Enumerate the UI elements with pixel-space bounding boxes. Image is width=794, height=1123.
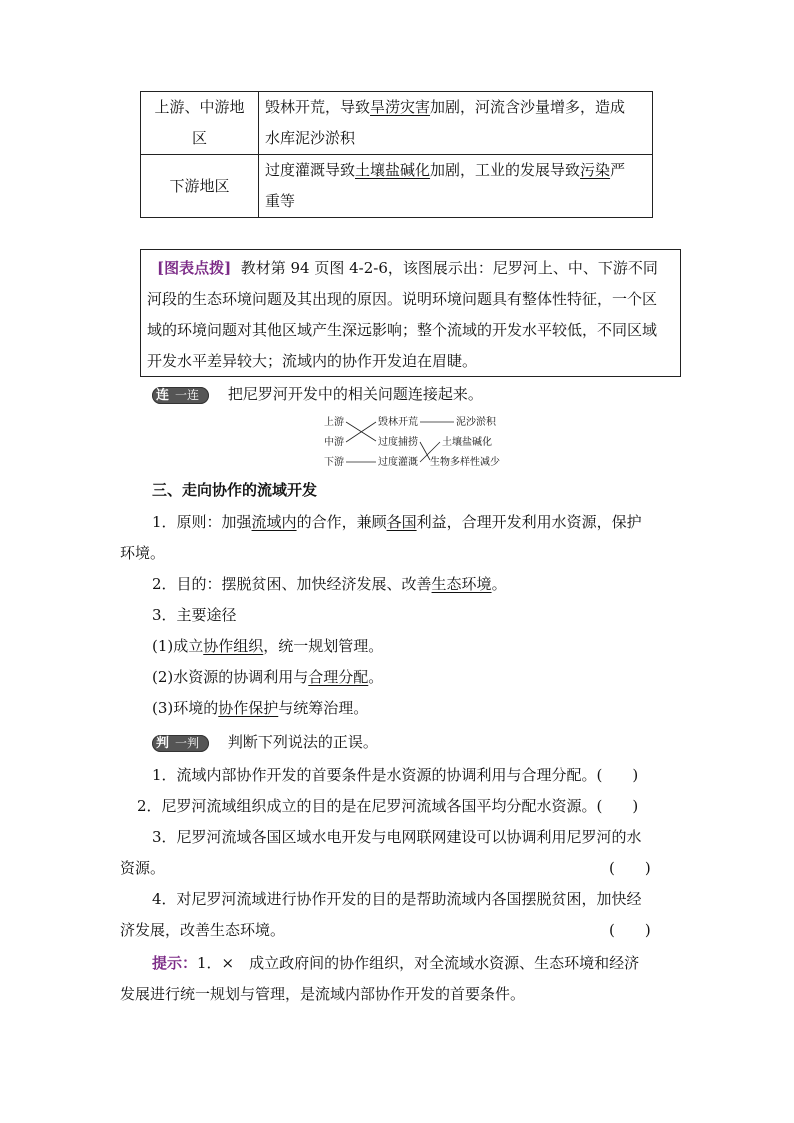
- diag-left-item: 下游: [324, 457, 344, 468]
- table-cell-region: [141, 92, 259, 155]
- question-4-line2: 济发展，改善生态环境。: [120, 921, 286, 939]
- badge-main: 判: [156, 735, 170, 751]
- hint-text: 1．× 成立政府间的协作组织，对全流域水资源、生态环境和经济: [197, 954, 640, 972]
- diag-middle-item: 过度灌溉: [378, 457, 418, 468]
- diag-left-item: 中游: [324, 437, 344, 448]
- description-line2: 水库泥沙淤积: [265, 129, 356, 147]
- principle-line2: 环境。: [120, 544, 166, 562]
- matching-diagram: [320, 414, 510, 470]
- principle-line1: [152, 512, 642, 532]
- diag-middle-item: 过度捕捞: [378, 437, 418, 448]
- approach-item-2: [152, 667, 383, 687]
- region-label-line1: 上游、中游地: [154, 98, 245, 116]
- text: 1．原则：加强: [152, 513, 252, 531]
- region-problems-table: [140, 91, 653, 218]
- description-line1: [265, 92, 646, 123]
- tip-line4: 开发水平差异较大；流域内的协作开发迫在眉睫。: [147, 352, 478, 370]
- badge-sub: 一连: [175, 387, 200, 402]
- desc-text: 加剧，河流含沙量增多，造成: [430, 98, 626, 116]
- diag-right-item: 土壤盐碱化: [442, 437, 492, 448]
- approach-item-1: [152, 636, 383, 656]
- diag-middle-item: 毁林开荒: [378, 417, 418, 428]
- question-1: 1．流域内部协作开发的首要条件是水资源的协调利用与合理分配。( ): [152, 766, 639, 784]
- badge-main: 连: [156, 387, 170, 403]
- region-label-line2: 区: [191, 129, 207, 147]
- hint-line1: [152, 953, 639, 973]
- underlined-text: 协作组织: [203, 637, 264, 655]
- tip-line3: 域的环境问题对其他区域产生深远影响；整个流域的开发水平较低，不同区域: [147, 321, 658, 339]
- approach-item-3: [152, 698, 368, 718]
- table-cell-description: [259, 155, 653, 218]
- text: 2．目的：摆脱贫困、加快经济发展、改善: [152, 575, 432, 593]
- table-cell-description: [259, 92, 653, 155]
- underlined-text: 合理分配: [308, 668, 369, 686]
- tip-line1: [147, 253, 674, 284]
- question-3-answer-blank: ( ): [609, 859, 651, 877]
- judge-badge: [152, 735, 209, 752]
- desc-text: 过度灌溉导致: [265, 161, 356, 179]
- desc-underlined: 旱涝灾害: [370, 98, 431, 116]
- description-line2: 重等: [265, 192, 296, 210]
- text: ，统一规划管理。: [263, 637, 384, 655]
- tip-tag: [图表点拨]: [157, 259, 232, 277]
- description-line1: [265, 155, 646, 186]
- text: (3)环境的: [152, 699, 219, 717]
- question-3-line2: 资源。: [120, 859, 166, 877]
- table-cell-region: [141, 155, 259, 218]
- table-row: [141, 92, 653, 155]
- text: 的合作，兼顾: [296, 513, 387, 531]
- purpose-line: [152, 574, 507, 594]
- desc-text: 严: [610, 161, 626, 179]
- region-label: 下游地区: [169, 176, 230, 195]
- judge-instruction: 判断下列说法的正误。: [227, 733, 378, 751]
- tip-text: 教材第 94 页图 4-2-6，该图展示出：尼罗河上、中、下游不同: [231, 259, 658, 277]
- chart-tip-box: [140, 249, 681, 377]
- diag-right-item: 泥沙淤积: [456, 417, 496, 428]
- desc-text: 毁林开荒，导致: [265, 98, 371, 116]
- question-3-line1: 3．尼罗河流域各国区域水电开发与电网联网建设可以协调利用尼罗河的水: [152, 828, 642, 846]
- hint-label: 提示：: [152, 954, 198, 972]
- diag-left-item: 上游: [324, 417, 344, 428]
- desc-underlined: 污染: [580, 161, 611, 179]
- question-2: 2．尼罗河流域组织成立的目的是在尼罗河流域各国平均分配水资源。( ): [137, 797, 639, 815]
- hint-line2: 发展进行统一规划与管理，是流域内部协作开发的首要条件。: [120, 985, 526, 1003]
- text: (2)水资源的协调利用与: [152, 668, 309, 686]
- tip-line2: 河段的生态环境问题及其出现的原因。说明环境问题具有整体性特征，一个区: [147, 290, 658, 308]
- text: 利益，合理开发利用水资源，保护: [416, 513, 642, 531]
- diag-right-item: 生物多样性减少: [430, 457, 500, 468]
- judge-heading: [152, 732, 378, 752]
- text: 。: [491, 575, 507, 593]
- badge-sub: 一判: [175, 735, 200, 750]
- question-4-answer-blank: ( ): [609, 921, 651, 939]
- underlined-text: 生态环境: [431, 575, 492, 593]
- connect-badge: [152, 387, 209, 404]
- underlined-text: 各国: [386, 513, 417, 531]
- question-4-line1: 4．对尼罗河流域进行协作开发的目的是帮助流域内各国摆脱贫困，加快经: [152, 890, 642, 908]
- text: 与统筹治理。: [278, 699, 369, 717]
- text: 。: [368, 668, 384, 686]
- approach-heading: 3．主要途径: [152, 606, 237, 624]
- underlined-text: 流域内: [251, 513, 297, 531]
- desc-text: 加剧，工业的发展导致: [430, 161, 581, 179]
- text: (1)成立: [152, 637, 204, 655]
- table-row: [141, 155, 653, 218]
- connect-heading: [152, 384, 483, 404]
- connect-instruction: 把尼罗河开发中的相关问题连接起来。: [227, 385, 483, 403]
- underlined-text: 协作保护: [218, 699, 279, 717]
- desc-underlined: 土壤盐碱化: [355, 161, 431, 179]
- section-heading: 三、走向协作的流域开发: [152, 481, 318, 499]
